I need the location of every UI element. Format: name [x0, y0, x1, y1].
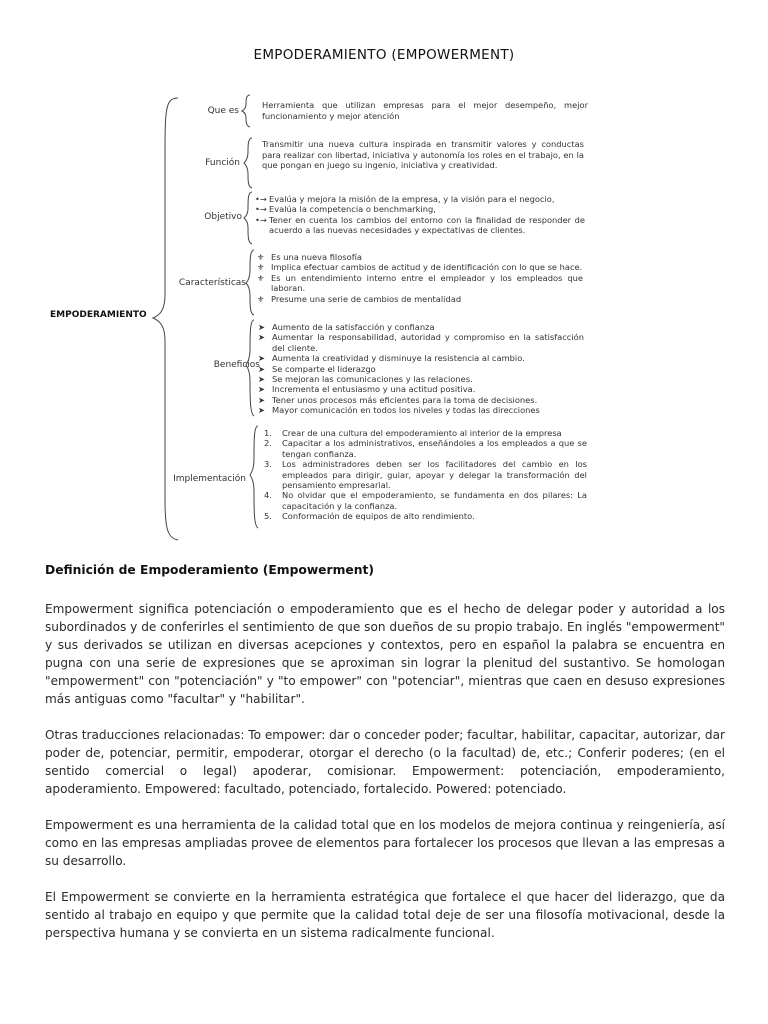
list-item: ➤ Tener unos procesos más eficientes para la toma de decisiones. [258, 394, 538, 405]
paragraph-2: Otras traducciones relacionadas: To empower: dar o conceder poder; facultar, habilitar, capacitar, autorizar, dar poder de, potenciar, permitir, empoderar, otorgar el derecho (o la facultad) de, etc.; Conferir poderes; (en el sentido comercial o legal) apoderar, comisionar. Empowerment: potenciación, empoderamiento, apoderamiento. Empowered: facultado, potenciado, fortalecido. Powered: potenciado. [45, 728, 725, 796]
list-item: 2. Capacitar a los administrativos, enseñándoles a los empleados a que se tengan confianza. [264, 438, 587, 459]
list-item: ⚜ Es una nueva filosofía [257, 252, 363, 262]
label-objetivo: Objetivo [204, 212, 242, 222]
implementacion-list [264, 428, 587, 522]
chevron-bullet-icon: ➤ [258, 363, 265, 374]
label-que-es: Que es [207, 106, 239, 116]
fleur-bullet-icon: ⚜ [257, 252, 265, 262]
caracteristicas-list [257, 252, 583, 304]
chevron-bullet-icon: ➤ [258, 332, 265, 343]
arrow-bullet-icon: •→ [255, 204, 267, 215]
funcion-text: Transmitir una nueva cultura inspirada en transmitir valores y conductas para realizar con libertad, iniciativa y autonomía los roles en el trabajo, en la que pongan en juego su ingenio, iniciativa y creatividad. [262, 139, 584, 170]
arrow-bullet-icon: •→ [255, 194, 267, 204]
beneficios-list [258, 322, 584, 416]
fleur-bullet-icon: ⚜ [257, 262, 265, 273]
fleur-bullet-icon: ⚜ [257, 293, 265, 304]
chevron-bullet-icon: ➤ [258, 384, 265, 395]
list-item: ⚜ Presume una serie de cambios de mentalidad [257, 293, 462, 304]
list-item: •→ Evalúa la competencia o benchmarking, [255, 204, 436, 215]
objetivo-list [255, 194, 585, 236]
fleur-bullet-icon: ⚜ [257, 272, 265, 283]
list-item: 3. Los administradores deben ser los facilitadores del cambio en los empleados para dirigir, guiar, apoyar y delegar la transformación del pensamiento empresarial. [264, 459, 587, 491]
chevron-bullet-icon: ➤ [258, 353, 265, 364]
paragraph-1: Empowerment significa potenciación o empoderamiento que es el hecho de delegar poder y autoridad a los subordinados y de conferirles el sentimiento de que son dueños de su propio trabajo. En inglés "empowerment" y sus derivados se utilizan en diversas acepciones y contextos, pero en español la palabra se encuentra en pugna con una serie de expresiones que se aproximan sin lograr la plenitud del sustantivo. Se homologan "empowerment" con "potenciación" y "to empower" con "potenciar", mientras que caen en desuso expresiones más antiguas como "facultar" y "habilitar". [45, 602, 725, 706]
chevron-bullet-icon: ➤ [258, 322, 265, 332]
list-item: ➤ Aumenta la creatividad y disminuye la resistencia al cambio. [258, 353, 525, 364]
page-title: EMPODERAMIENTO (EMPOWERMENT) [253, 47, 515, 63]
list-item: •→ Tener en cuenta los cambios del entorno con la finalidad de responder de acuerdo a las nuevas necesidades y expectativas de clientes. [255, 214, 585, 236]
root-node: EMPODERAMIENTO [50, 310, 147, 320]
chevron-bullet-icon: ➤ [258, 394, 265, 405]
paragraph-4: El Empowerment se convierte en la herramienta estratégica que fortalece el que hacer del liderazgo, que da sentido al trabajo en equipo y que permite que la calidad total deje de ser una filosofía motivacional, desde la perspectiva humana y se convierta en un sistema radicalmente funcional. [45, 890, 725, 940]
que-es-text: Herramienta que utilizan empresas para el mejor desempeño, mejor funcionamiento y mejor atención [262, 100, 588, 121]
section-heading: Definición de Empoderamiento (Empowerment) [45, 563, 374, 577]
label-implementacion: Implementación [173, 474, 246, 484]
list-item: ➤ Se comparte el liderazgo [258, 363, 376, 374]
label-beneficios: Beneficios [213, 360, 260, 370]
list-item: ➤ Aumento de la satisfacción y confianza [258, 322, 435, 332]
chevron-bullet-icon: ➤ [258, 374, 265, 385]
list-item: ➤ Incrementa el entusiasmo y una actitud positiva. [258, 384, 476, 395]
arrow-bullet-icon: •→ [255, 214, 267, 225]
list-item: ⚜ Implica efectuar cambios de actitud y de identificación con lo que se hace. [257, 262, 583, 273]
list-item: •→ Evalúa y mejora la misión de la empresa, y la visión para el negocio, [255, 194, 555, 204]
list-item: ➤ Se mejoran las comunicaciones y las relaciones. [258, 374, 473, 385]
label-caracteristicas: Características [178, 278, 246, 288]
label-funcion: Función [205, 158, 240, 168]
list-item: 1. Crear de una cultura del empoderamiento al interior de la empresa [264, 428, 562, 438]
list-item: ➤ Aumentar la responsabilidad, autoridad y compromiso en la satisfacción del cliente. [258, 332, 584, 353]
paragraph-3: Empowerment es una herramienta de la calidad total que en los modelos de mejora continua y reingeniería, así como en las empresas ampliadas provee de elementos para fortalecer los procesos que llevan a las empresas a su desarrollo. [45, 818, 725, 868]
chevron-bullet-icon: ➤ [258, 405, 265, 416]
list-item: 5. Conformación de equipos de alto rendimiento. [264, 511, 475, 522]
list-item: ⚜ Es un entendimiento interno entre el empleador y los empleados que laboran. [257, 272, 583, 294]
list-item: ➤ Mayor comunicación en todos los niveles y todas las direcciones [258, 405, 540, 416]
list-item: 4. No olvidar que el empoderamiento, se fundamenta en dos pilares: La capacitación y la confianza. [264, 490, 587, 511]
